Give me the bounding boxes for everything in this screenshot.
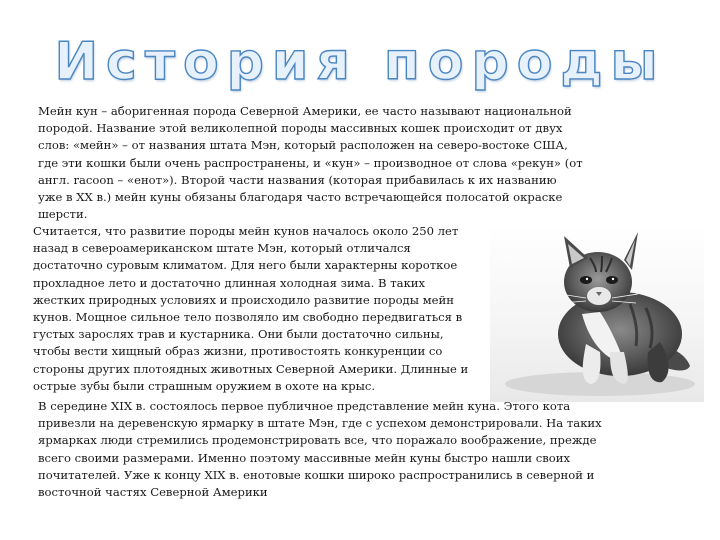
cat-photo <box>490 224 704 402</box>
slide-title: История породы <box>54 32 666 92</box>
paragraph-first-presentation: В середине XIX в. состоялось первое публичное представление мейн куна. Этого кота привезли на деревенскую ярмарку в штате Мэн, где с успехом демонстрировали. На таких ярмарках люди стремились продемонстрировать все, что поражало воображение, прежде всего своими размерами. Именно поэтому массивные мейн куны быстро нашли своих почитателей. Уже к концу XIX в. енотовые кошки широко распространились в северной и восточной частях Северной Америки <box>38 399 602 500</box>
paragraph-name-origin: Мейн кун – аборигенная порода Северной Америки, ее часто называют национальной породой. Название этой великолепной породы массивных кошек происходит от двух слов: «мейн» – от названия штата Мэн, который расположен на северо-востоке США, где эти кошки были очень распространены, и «кун» – производное от слова «рекун» (от англ. racoon – «енот»). Второй части названия (которая прибавилась к их названию уже в XX в.) мейн куны обязаны благодаря часто встречающейся полосатой окраске шерсти. <box>38 104 583 222</box>
maine-coon-cat-icon <box>490 224 704 402</box>
paragraph-breed-development: Считается, что развитие породы мейн кунов началось около 250 лет назад в североамериканском штате Мэн, который отличался достаточно суровым климатом. Для него были характерны короткое прохладное лето и достаточно длинная холодная зима. В таких жестких природных условиях и происходило развитие породы мейн кунов. Мощное сильное тело позволяло им свободно передвигаться в густых зарослях трав и кустарника. Они были достаточно сильны, чтобы вести хищный образ жизни, противостоять конкуренции со стороны других плотоядных животных Северной Америки. Длинные и острые зубы были страшным оружием в охоте на крыс. <box>33 224 469 393</box>
